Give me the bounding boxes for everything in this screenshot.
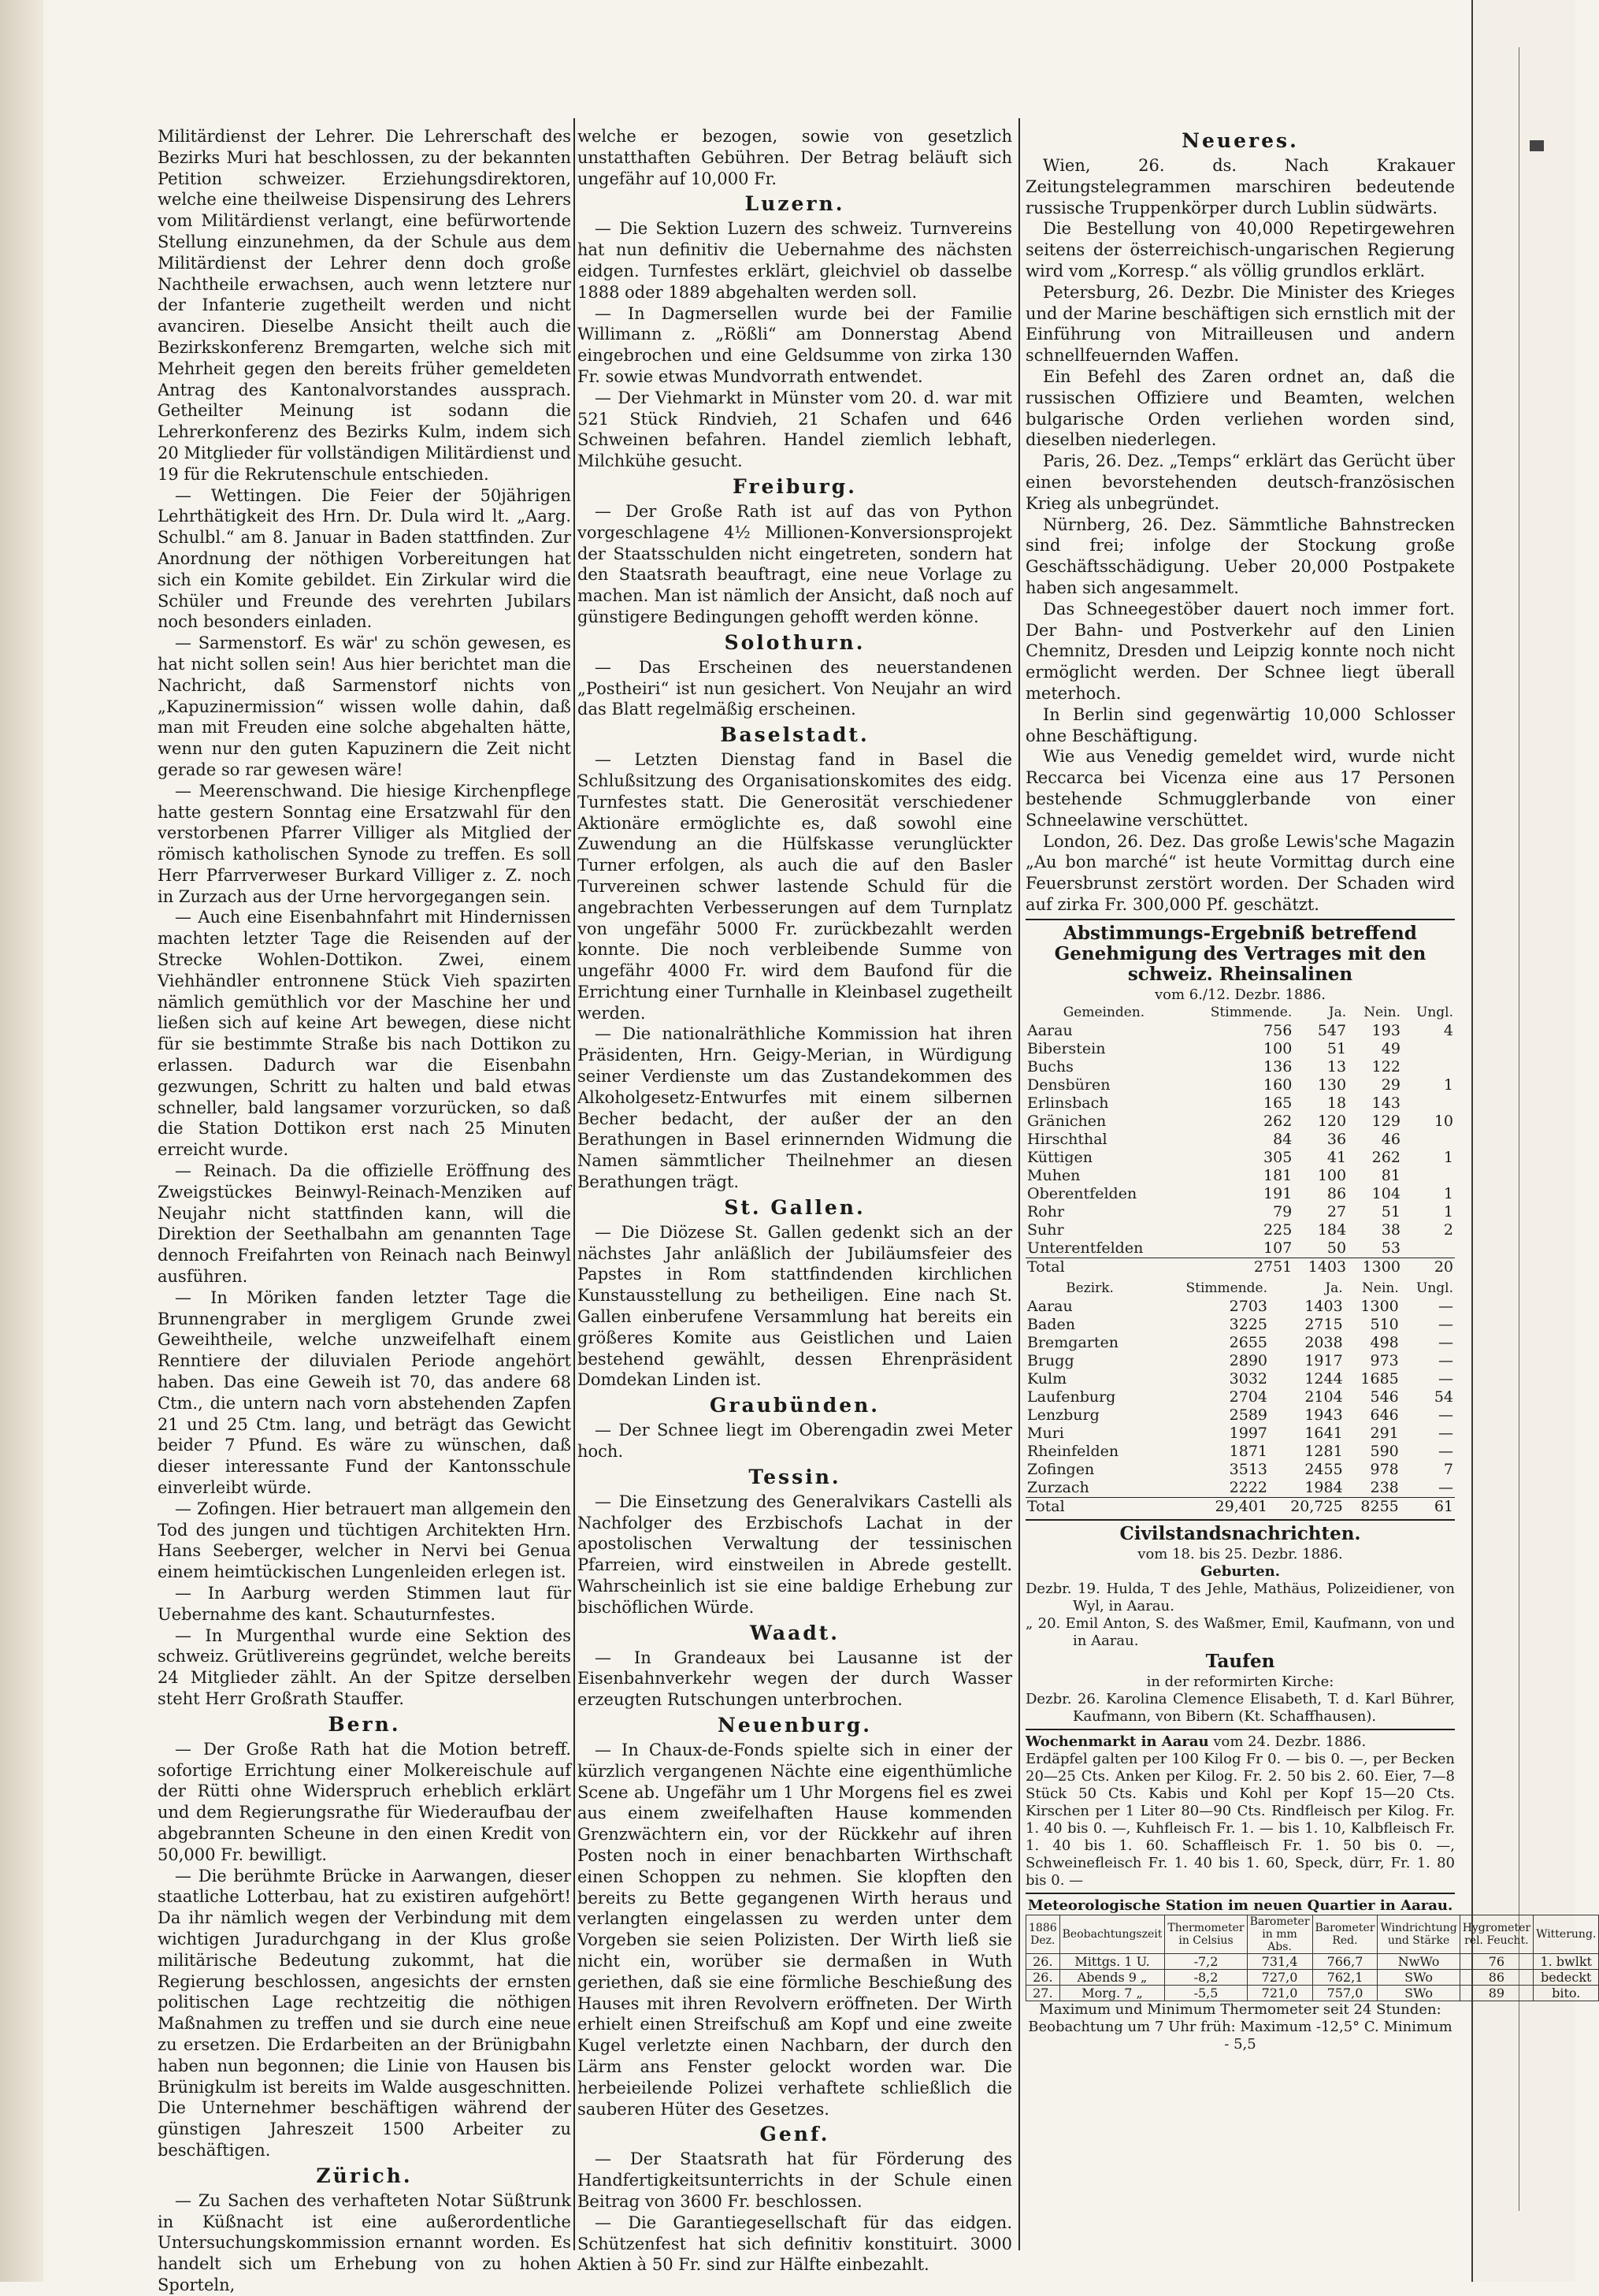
table-cell: bito. xyxy=(1534,1985,1599,2001)
table-cell: -5,5 xyxy=(1165,1985,1247,2001)
registration-mark xyxy=(1530,140,1544,151)
table-cell: 2890 xyxy=(1229,1351,1267,1369)
table-cell: Zofingen xyxy=(1027,1460,1095,1478)
table-cell: Baden xyxy=(1027,1315,1075,1333)
table-cell: 1244 xyxy=(1304,1369,1343,1388)
table-cell: Erlinsbach xyxy=(1027,1094,1109,1112)
table-row xyxy=(1026,1425,1455,1443)
section-heading: Neuenburg. xyxy=(717,1714,873,1737)
district-header: Ja. xyxy=(1325,1280,1343,1296)
met-title: Meteorologische Station im neuen Quartier in Aarau. xyxy=(1027,1897,1453,1914)
table-row xyxy=(1026,1076,1455,1094)
table-cell: 1984 xyxy=(1304,1478,1343,1496)
section-heading: Waadt. xyxy=(749,1621,840,1644)
table-cell: — xyxy=(1438,1406,1453,1424)
table-cell: 2715 xyxy=(1304,1315,1343,1333)
table-cell: 2 xyxy=(1443,1220,1453,1239)
article-text: — In Dagmersellen wurde bei der Familie Willimann z. „Rößli“ am Donnerstag Abend eingebrochen und eine Geldsumme von zirka 130 Fr. sowie etwas Mundvorrath entwendet. xyxy=(577,303,1012,386)
news-item: Nürnberg, 26. Dez. Sämmtliche Bahnstrecken sind frei; infolge der Stockung große Geschäftsschädigung. Ueber 20,000 Postpakete haben sich angesammelt. xyxy=(1026,515,1455,597)
table-cell: 100 xyxy=(1263,1039,1293,1057)
civil-date: vom 18. bis 25. Dezbr. 1886. xyxy=(1137,1545,1343,1562)
table-cell: Total xyxy=(1026,1497,1154,1516)
article-text: — In Grandeaux bei Lausanne ist der Eisenbahnverkehr wegen der durch Wasser erzeugten Rutschungen unterbrochen. xyxy=(577,1648,1012,1710)
table-cell: Muri xyxy=(1027,1424,1064,1442)
table-cell: 18 xyxy=(1326,1094,1347,1112)
article-text: Militärdienst der Lehrer. Die Lehrerschaft des Bezirks Muri hat beschlossen, zu der bekannten Petition schweizer. Erziehungsdirektoren, welche eine theilweise Dispensirung des Lehrers vom Militärdienst verlangt, eine befürwortende Stellung einzunehmen, da der Schule aus dem Militärdienst der Lehrer denn doch große Nachtheile erwachsen, auch wenn letztere nur der Infanterie zugetheilt werden und nicht avanciren. Dieselbe Ansicht theilt auch die Bezirkskonferenz Bremgarten, welche sich mit Mehrheit gegen den bereits früher gemeldeten Antrag des Kantonalvorstandes aussprach. Getheilter Meinung ist sodann die Lehrerkonferenz des Bezirks Kulm, indem sich 20 Mitglieder für vollständigen Militärdienst und 19 für die Rekrutenschule entschieden. xyxy=(158,127,571,484)
table-cell: 510 xyxy=(1370,1315,1399,1333)
article-text: — Der Staatsrath hat für Förderung des Handfertigkeitsunterrichts in der Schule einen Beitrag von 3600 Fr. beschlossen. xyxy=(577,2149,1012,2211)
table-row xyxy=(1026,1334,1455,1352)
section-heading: Luzern. xyxy=(744,192,845,216)
table-cell: 53 xyxy=(1381,1239,1401,1257)
article-text: — Wettingen. Die Feier der 50jährigen Lehrthätigkeit des Hrn. Dr. Dula wird lt. „Aarg. Schulbl.“ am 8. Januar in Baden stattfinden. Zur Anordnung der nöthigen Vorbereitungen hat sich ein Komite gebildet. Ein Zirkular wird die Schüler und Freunde des verehrten Jubilars noch besonders einladen. xyxy=(158,485,571,632)
table-cell: 1281 xyxy=(1304,1442,1343,1460)
section-heading: Baselstadt. xyxy=(720,723,870,747)
market-title: Wochenmarkt in Aarau xyxy=(1026,1733,1209,1750)
total-row xyxy=(1026,1497,1455,1516)
article-text: — Der Schnee liegt im Oberengadin zwei Meter hoch. xyxy=(577,1421,1012,1462)
table-row xyxy=(1026,1094,1455,1113)
table-cell: Oberentfelden xyxy=(1027,1184,1137,1202)
table-cell: 120 xyxy=(1317,1112,1347,1130)
table-cell xyxy=(1402,1167,1455,1185)
table-cell: 26. xyxy=(1026,1969,1060,1985)
table-cell: 104 xyxy=(1371,1184,1401,1202)
met-header: Barometer Red. xyxy=(1312,1915,1378,1953)
table-cell: 46 xyxy=(1381,1130,1401,1148)
page-shadow-left xyxy=(0,0,43,2282)
table-cell: Lenzburg xyxy=(1027,1406,1100,1424)
news-item: Paris, 26. Dez. „Temps“ erklärt das Gerücht über einen bevorstehenden deutsch-französischen Krieg als unbegründet. xyxy=(1026,451,1455,513)
table-cell: 165 xyxy=(1263,1094,1293,1112)
met-header: Thermometer in Celsius xyxy=(1165,1915,1247,1953)
table-cell: 1871 xyxy=(1229,1442,1267,1460)
table-cell: 3513 xyxy=(1229,1460,1267,1478)
table-cell: Aarau xyxy=(1027,1297,1073,1315)
table-cell: 1403 xyxy=(1304,1297,1343,1315)
vote-date: vom 6./12. Dezbr. 1886. xyxy=(1154,986,1326,1003)
table-cell: SWo xyxy=(1378,1969,1460,1985)
table-cell: 547 xyxy=(1317,1021,1347,1039)
table-cell: 191 xyxy=(1263,1184,1293,1202)
table-cell: 1300 xyxy=(1348,1258,1402,1276)
table-cell: 731,4 xyxy=(1247,1953,1312,1969)
article-text: — Meerenschwand. Die hiesige Kirchenpflege hatte gestern Sonntag eine Ersatzwahl für den verstorbenen Pfarrer Villiger als Mitglied der römisch katholischen Synode zu treffen. Es soll Herr Pfarrverweser Burkard Villiger z. Z. noch in Zurzach aus der Urne hervorgegangen sein. xyxy=(158,781,571,906)
news-item: London, 26. Dez. Das große Lewis'sche Magazin „Au bon marché“ ist heute Vormittag durch eine Feuersbrunst zerstört worden. Der Schaden wird auf zirka Fr. 300,000 Pf. geschätzt. xyxy=(1026,831,1455,914)
table-cell: — xyxy=(1438,1478,1453,1496)
table-cell: NwWo xyxy=(1378,1953,1460,1969)
table-cell: 184 xyxy=(1317,1220,1347,1239)
table-cell: 29 xyxy=(1381,1076,1401,1094)
table-row xyxy=(1026,1131,1455,1149)
table-cell: Biberstein xyxy=(1027,1039,1106,1057)
column-1 xyxy=(158,126,571,2294)
table-cell: Suhr xyxy=(1027,1220,1064,1239)
table-row xyxy=(1026,1113,1455,1131)
article-text: — Zu Sachen des verhafteten Notar Süßtrunk in Küßnacht ist eine außerordentliche Untersuchungskommission ernannt worden. Es handelt sich um Erhebung von zu hohen Sporteln, xyxy=(158,2190,571,2294)
news-item: Das Schneegestöber dauert noch immer fort. Der Bahn- und Postverkehr auf den Linien Chemnitz, Dresden und Leipzig konnte noch nicht ermöglicht werden. Der Schnee liegt überall meterhoch. xyxy=(1026,599,1455,703)
district-header: Bezirk. xyxy=(1066,1280,1114,1296)
table-row xyxy=(1026,1461,1455,1479)
table-cell: 143 xyxy=(1371,1094,1401,1112)
table-cell: — xyxy=(1438,1333,1453,1351)
table-cell: 1 xyxy=(1443,1184,1453,1202)
table-cell: 84 xyxy=(1273,1130,1293,1148)
table-cell: 49 xyxy=(1381,1039,1401,1057)
met-footnote: Maximum und Minimum Thermometer seit 24 Stunden: Beobachtung um 7 Uhr früh: Maximum -12,5° C. Minimum - 5,5 xyxy=(1028,2001,1452,2053)
table-cell: 160 xyxy=(1263,1076,1293,1094)
table-cell: 1685 xyxy=(1360,1369,1399,1388)
table-row xyxy=(1026,1022,1455,1040)
vote-header: Stimmende. xyxy=(1210,1004,1293,1020)
news-item: In Berlin sind gegenwärtig 10,000 Schlosser ohne Beschäftigung. xyxy=(1026,704,1455,745)
table-cell: 2589 xyxy=(1229,1406,1267,1424)
table-cell: 50 xyxy=(1326,1239,1347,1257)
table-cell: 10 xyxy=(1434,1112,1453,1130)
table-cell: 129 xyxy=(1371,1112,1401,1130)
section-heading: St. Gallen. xyxy=(724,1195,866,1219)
article-text: — In Chaux-de-Fonds spielte sich in einer der kürzlich vergangenen Nächte eine eigenthümliche Scene ab. Ungefähr um 1 Uhr Morgens fiel es zwei aus einem zweifelhaften Hause kommenden Grenzwächtern ein, vor der Rückkehr auf ihren Posten noch in einer benachbarten Wirthschaft einen Schoppen zu nehmen. Sie klopften den bereits zu Bette gegangenen Wirth heraus und verlangten eingelassen zu werden unter dem Vorgeben sie seien Polizisten. Der Wirth ließ sie nicht ein, worüber sie dermaßen in Wuth geriethen, daß sie eine förmliche Beschießung des Hauses mit ihren Revolvern eröffneten. Der Wirth erhielt einen Streifschuß am Kopf und eine zweite Kugel verletzte einen Nachbarn, der durch den Lärm ans Fenster gelockt worden war. Die herbeieilende Polizei verhaftete schließlich die sauberen Hüter des Gesetzes. xyxy=(577,1741,1012,2119)
table-cell: 54 xyxy=(1434,1388,1453,1406)
table-row xyxy=(1026,1388,1455,1406)
vote-header: Gemeinden. xyxy=(1063,1004,1145,1020)
table-cell: — xyxy=(1438,1424,1453,1442)
article-text: — In Murgenthal wurde eine Sektion des schweiz. Grütlivereins gegründet, welche bereits 24 Mitglieder zählt. An der Spitze derselben steht Herr Großrath Stauffer. xyxy=(158,1625,571,1708)
divider xyxy=(1026,1519,1455,1521)
article-text: welche er bezogen, sowie von gesetzlich unstatthaften Gebühren. Der Betrag beläuft sich ungefähr auf 10,000 Fr. xyxy=(577,127,1012,188)
table-row xyxy=(1026,1167,1455,1185)
table-row xyxy=(1026,1203,1455,1221)
article-text: — Das Erscheinen des neuerstandenen „Postheiri“ ist nun gesichert. Von Neujahr an wird das Blatt regelmäßig erscheinen. xyxy=(577,657,1012,719)
market-header xyxy=(1026,1733,1455,1751)
table-cell: 766,7 xyxy=(1312,1953,1378,1969)
table-cell: 757,0 xyxy=(1312,1985,1378,2001)
table-cell: 1997 xyxy=(1229,1424,1267,1442)
baptisms-title: Taufen xyxy=(1205,1650,1275,1672)
table-cell: 1641 xyxy=(1304,1424,1343,1442)
table-cell: Buchs xyxy=(1027,1057,1074,1076)
table-cell: 81 xyxy=(1381,1166,1401,1184)
table-cell: SWo xyxy=(1378,1985,1460,2001)
table-cell: 193 xyxy=(1371,1021,1401,1039)
table-cell: 291 xyxy=(1370,1424,1399,1442)
divider xyxy=(1026,1729,1455,1730)
table-cell: 546 xyxy=(1370,1388,1399,1406)
market-date: vom 24. Dezbr. 1886. xyxy=(1213,1733,1367,1750)
column-rule xyxy=(1018,118,1020,2250)
article-text: — Die Einsetzung des Generalvikars Castelli als Nachfolger des Erzbischofs Lachat in der apostolischen Verwaltung der tessinischen Pfarreien, wird einstweilen in Abrede gestellt. Wahrscheinlich ist sie eine baldige Erhebung zur bischöflichen Würde. xyxy=(577,1492,1012,1617)
section-heading: Solothurn. xyxy=(724,630,866,654)
table-cell: 721,0 xyxy=(1247,1985,1312,2001)
table-cell: 27 xyxy=(1326,1202,1347,1220)
weather-table xyxy=(1026,1915,1599,2001)
births-title: Geburten. xyxy=(1200,1562,1281,1580)
met-header: 1886 Dez. xyxy=(1026,1915,1060,1953)
table-row xyxy=(1026,1352,1455,1370)
table-cell: 38 xyxy=(1381,1220,1401,1239)
table-cell: 8255 xyxy=(1345,1497,1401,1516)
table-cell: Aarau xyxy=(1027,1021,1073,1039)
table-cell: 122 xyxy=(1371,1057,1401,1076)
table-cell: 1. bwlkt xyxy=(1534,1953,1599,1969)
table-cell: Morg. 7 „ xyxy=(1059,1985,1165,2001)
table-cell: 1917 xyxy=(1304,1351,1343,1369)
table-cell: 27. xyxy=(1026,1985,1060,2001)
table-cell: 225 xyxy=(1263,1220,1293,1239)
table-cell: 646 xyxy=(1370,1406,1399,1424)
table-row xyxy=(1026,1040,1455,1058)
article-text: — Auch eine Eisenbahnfahrt mit Hindernissen machten letzter Tage die Reisenden auf der Strecke Wohlen-Dottikon. Zwei, einem Viehhändler entronnene Stück Vieh spazirten nämlich gemüthlich vor der Maschine her und ließen sich auf keine Art bewegen, diese nicht für sie bestimmte Straße bis nach Dottikon zu erlassen. Dadurch war die Eisenbahn gezwungen, Schritt zu halten und bald etwas schneller, bald langsamer vorzurücken, so daß die Station Dottikon erst nach 25 Minuten erreicht wurde. xyxy=(158,908,571,1160)
table-cell: 1943 xyxy=(1304,1406,1343,1424)
table-cell xyxy=(1402,1040,1455,1058)
table-cell: Bremgarten xyxy=(1027,1333,1119,1351)
district-header: Nein. xyxy=(1362,1280,1399,1296)
table-cell: 181 xyxy=(1263,1166,1293,1184)
article-text: — Letzten Dienstag fand in Basel die Schlußsitzung des Organisationskomites des eidg. Turnfestes statt. Die Generosität verschiedener Aktionäre ermöglichte es, daß sowohl eine Zuwendung an die Hülfskasse verunglückter Turner erfolgen, als auch die auf den Basler Turvereinen schwer lastende Schuld für die angebrachten Verbesserungen auf dem Turnplatz von ungefähr 5000 Fr. zurückbezahlt werden konnte. Die noch verbleibende Summe von ungefähr 4000 Fr. wird dem Baufond für die Errichtung einer Turnhalle in Kleinbasel zugetheilt werden. xyxy=(577,750,1012,1023)
table-cell: 3032 xyxy=(1229,1369,1267,1388)
table-row xyxy=(1026,1239,1455,1258)
table-cell: bedeckt xyxy=(1534,1969,1599,1985)
article-text: — Sarmenstorf. Es wär' zu schön gewesen, es hat nicht sollen sein! Aus hier berichtet man die Nachricht, daß Sarmenstorf nichts von „Kapuzinermission“ wissen wolle dahin, daß man mit Freuden eine solche abgehalten hätte, wenn nur den guten Kapuzinern die Zeit nicht gerade so rar gewesen wäre! xyxy=(158,633,571,779)
table-cell: 1403 xyxy=(1293,1258,1348,1276)
table-cell: Kulm xyxy=(1027,1369,1067,1388)
table-cell: Küttigen xyxy=(1027,1148,1093,1166)
vote-table-districts xyxy=(1026,1280,1455,1516)
market-text: Erdäpfel galten per 100 Kilog Fr 0. — bis 0. —, per Becken 20—25 Cts. Anken per Kilog. Fr. 2. 50 bis 2. 60. Eier, 7—8 Stück 50 Cts. Kabis und Kohl per Kopf 15—20 Cts. Kirschen per 1 Liter 80—90 Cts. Rindfleisch per Kilog. Fr. 1. 40 bis 0. —, Kuhfleisch Fr. 1. — bis 1. 10, Kalbfleisch Fr. 1. 40 bis 1. 60. Schaffleisch Fr. 1. 50 bis 0. —, Schweinefleisch Fr. 1. 40 bis 1. 60, Speck, dürr, Fr. 1. 80 bis 0. — xyxy=(1026,1750,1455,1889)
table-cell: 29,401 xyxy=(1154,1497,1269,1516)
civil-title: Civilstandsnachrichten. xyxy=(1119,1522,1361,1544)
table-row xyxy=(1026,1149,1455,1167)
article-text: — Die Diözese St. Gallen gedenkt sich an der nächstes Jahr anläßlich der Jubiläumsfeier des Papstes in Rom stattfindenden kirchlichen Kunstausstellung zu betheiligen. Eine nach St. Gallen einberufene Versammlung hat bereits ein größeres Komite aus Geistlichen und Laien bestehend gewählt, dessen Ehrenpräsident Domdekan Linden ist. xyxy=(577,1222,1012,1390)
table-cell: 762,1 xyxy=(1312,1969,1378,1985)
table-cell: 136 xyxy=(1263,1057,1293,1076)
table-cell: — xyxy=(1438,1442,1453,1460)
column-rule xyxy=(573,118,575,2250)
table-cell: 973 xyxy=(1370,1351,1399,1369)
table-cell: Muhen xyxy=(1027,1166,1081,1184)
table-cell xyxy=(1402,1131,1455,1149)
met-header: Windrichtung und Stärke xyxy=(1378,1915,1460,1953)
met-header: Hygrometer rel. Feucht. xyxy=(1460,1915,1533,1953)
divider xyxy=(1026,1893,1455,1894)
table-cell: 7 xyxy=(1443,1460,1453,1478)
table-cell: -7,2 xyxy=(1165,1953,1247,1969)
table-cell: 20 xyxy=(1402,1258,1455,1276)
section-heading: Neueres. xyxy=(1182,129,1299,152)
article-text: — Der Große Rath ist auf das von Python vorgeschlagene 4½ Millionen-Konversionsprojekt der Staatsschulden nicht eingetreten, sondern hat den Staatsrath beauftragt, eine neue Vorlage zu machen. Man ist nämlich der Ansicht, daß noch auf günstigere Bedingungen gehofft werden könne. xyxy=(577,501,1012,626)
section-heading: Bern. xyxy=(328,1712,401,1736)
table-cell: 305 xyxy=(1263,1148,1293,1166)
table-cell: 41 xyxy=(1326,1148,1347,1166)
table-cell: 2038 xyxy=(1304,1333,1343,1351)
article-text: — In Aarburg werden Stimmen laut für Uebernahme des kant. Schauturnfestes. xyxy=(158,1583,571,1624)
table-cell: 238 xyxy=(1370,1478,1399,1496)
table-cell xyxy=(1402,1058,1455,1076)
article-text: — Die Sektion Luzern des schweiz. Turnvereins hat nun definitiv die Uebernahme des nächsten eidgen. Turnfestes erklärt, gleichviel ob dasselbe 1888 oder 1889 abgehalten werden soll. xyxy=(577,219,1012,302)
table-cell: — xyxy=(1438,1315,1453,1333)
table-cell: 86 xyxy=(1326,1184,1347,1202)
table-cell: 1 xyxy=(1443,1148,1453,1166)
table-cell: 100 xyxy=(1317,1166,1347,1184)
table-cell: 13 xyxy=(1326,1057,1347,1076)
table-cell: 590 xyxy=(1370,1442,1399,1460)
district-header: Stimmende. xyxy=(1185,1280,1267,1296)
article-text: — In Möriken fanden letzter Tage die Brunnengraber in mergligem Grunde zwei Geweihtheile, welche unzweifelhaft einem Renntiere der diluvialen Periode angehört haben. Das eine Geweih ist 70, das andere 68 Ctm., die untern nach vorn abstehenden Zapfen 21 und 25 Ctm. lang, und beträgt das Gewicht beider 7 Pfund. Es wäre zu wünschen, daß dieser interessante Fund der Kantonsschule einverleibt würde. xyxy=(158,1287,571,1497)
table-cell: 2704 xyxy=(1229,1388,1267,1406)
table-row xyxy=(1026,1298,1455,1316)
table-cell: 36 xyxy=(1326,1130,1347,1148)
vote-header: Nein. xyxy=(1363,1004,1401,1020)
table-cell: 978 xyxy=(1370,1460,1399,1478)
table-row xyxy=(1026,1316,1455,1334)
table-cell: 262 xyxy=(1263,1112,1293,1130)
table-cell: Unterentfelden xyxy=(1027,1239,1144,1257)
section-heading: Graubünden. xyxy=(710,1394,880,1417)
table-row xyxy=(1026,1185,1455,1203)
table-cell: 51 xyxy=(1326,1039,1347,1057)
news-item: Ein Befehl des Zaren ordnet an, daß die russischen Offiziere und Beamten, welchen bulgarische Orden verliehen worden sind, dieselben niederlegen. xyxy=(1026,366,1455,450)
column-3 xyxy=(1026,126,1597,2235)
table-cell: 2703 xyxy=(1229,1297,1267,1315)
table-cell xyxy=(1402,1094,1455,1113)
table-cell: 89 xyxy=(1460,1985,1533,2001)
news-item: Wie aus Venedig gemeldet wird, wurde nicht Reccarca bei Vicenza eine aus 17 Personen bestehende Schmugglerbande von einer Schneelawine verschüttet. xyxy=(1026,747,1455,830)
table-cell: 26. xyxy=(1026,1953,1060,1969)
table-cell: Rohr xyxy=(1027,1202,1065,1220)
table-cell: Mittgs. 1 U. xyxy=(1059,1953,1165,1969)
table-cell: Abends 9 „ xyxy=(1059,1969,1165,1985)
table-cell: 2455 xyxy=(1304,1460,1343,1478)
table-cell: 61 xyxy=(1401,1497,1455,1516)
table-cell: Brugg xyxy=(1027,1351,1074,1369)
table-cell: Zurzach xyxy=(1027,1478,1089,1496)
table-cell: 79 xyxy=(1273,1202,1293,1220)
table-cell: 4 xyxy=(1443,1021,1453,1039)
news-item: Die Bestellung von 40,000 Repetirgewehren seitens der österreichisch-ungarischen Regierung wird vom „Korresp.“ als völlig grundlos erklärt. xyxy=(1026,219,1455,280)
table-cell: Densbüren xyxy=(1027,1076,1111,1094)
table-cell: Hirschthal xyxy=(1027,1130,1107,1148)
met-header: Barometer in mm Abs. xyxy=(1247,1915,1312,1953)
table-cell: 2751 xyxy=(1182,1258,1293,1276)
table-cell: 2104 xyxy=(1304,1388,1343,1406)
vote-header: Ja. xyxy=(1328,1004,1347,1020)
table-cell: 1 xyxy=(1443,1076,1453,1094)
table-row xyxy=(1026,1370,1455,1388)
birth-entry: „ 20. Emil Anton, S. des Waßmer, Emil, Kaufmann, von und in Aarau. xyxy=(1026,1614,1455,1649)
table-cell: 130 xyxy=(1317,1076,1347,1094)
birth-entry: Dezbr. 19. Hulda, T des Jehle, Mathäus, Polizeidiener, von Wyl, in Aarau. xyxy=(1026,1580,1455,1614)
article-text: — Die Garantiegesellschaft für das eidgen. Schützenfest hat sich definitiv konstituirt. 3000 Aktien à 50 Fr. sind zur Hälfte einbezahlt. xyxy=(577,2212,1012,2275)
table-cell: 86 xyxy=(1460,1969,1533,1985)
section-heading: Freiburg. xyxy=(733,474,857,498)
table-cell: 727,0 xyxy=(1247,1969,1312,1985)
article-text: — Zofingen. Hier betrauert man allgemein den Tod des jungen und tüchtigen Architekten Hrn. Hans Seeberger, welcher in Nervi bei Genua einem heimtückischen Lungenleiden erlegen ist. xyxy=(158,1499,571,1582)
article-text: — Die nationalräthliche Kommission hat ihren Präsidenten, Hrn. Geigy-Merian, in Würdigung seiner Verdienste um das Zustandekommen des Alkoholgesetz-Entwurfes mit einem silbernen Becher bedacht, der außer der an den Berathungen in Basel erinnernden Widmung die Namen sämmtlicher Theilnehmer an diesen Berathungen trägt. xyxy=(577,1024,1012,1192)
table-cell: 3225 xyxy=(1229,1315,1267,1333)
table-cell: 2222 xyxy=(1229,1478,1267,1496)
table-cell: Gränichen xyxy=(1027,1112,1107,1130)
vote-title: Abstimmungs-Ergebniß betreffend Genehmigung des Vertrages mit den schweiz. Rheinsalinen xyxy=(1054,922,1426,985)
table-cell: 756 xyxy=(1263,1021,1293,1039)
article-text: — Reinach. Da die offizielle Eröffnung des Zweigstückes Beinwyl-Reinach-Menziken auf Neujahr nicht stattfinden kann, will die Direktion der Seethalbahn am genannten Tage dennoch Freifahrten von Reinach nach Beinwyl ausführen. xyxy=(158,1161,571,1287)
table-cell: — xyxy=(1438,1351,1453,1369)
table-row xyxy=(1026,1221,1455,1239)
table-cell: 51 xyxy=(1381,1202,1401,1220)
met-header: Beobachtungszeit xyxy=(1059,1915,1165,1953)
section-heading: Tessin. xyxy=(748,1465,841,1488)
section-heading: Genf. xyxy=(759,2123,830,2146)
table-cell xyxy=(1402,1239,1455,1258)
article-text: — Die berühmte Brücke in Aarwangen, dieser staatliche Lotterbau, hat zu existiren aufgehört! Da ihr nämlich wegen der Verbindung mit dem wichtigen Juradurchgang in der Klus große militärische Bedeutung zukommt, hat die Regierung beschlossen, angesichts der ernsten politischen Lage rechtzeitig die nöthigen Maßnahmen zu treffen und sie durch eine neue zu ersetzen. Die Erdarbeiten an der Brünigbahn haben nun begonnen; die Linie von Hausen bis Brünigkulm ist bereits im Walde ausgeschnitten. Die Unternehmer beschäftigen während der günstigen Jahreszeit 1500 Arbeiter zu beschäftigen. xyxy=(158,1866,571,2160)
table-cell: 498 xyxy=(1370,1333,1399,1351)
table-row xyxy=(1026,1058,1455,1076)
article-text: — Der Große Rath hat die Motion betreff. sofortige Errichtung einer Molkereischule auf der Rütti ohne Widerspruch erheblich erklärt und dem Regierungsrathe für Wiederaufbau der abgebrannten Scheune in den einen Kredit von 50,000 Fr. bewilligt. xyxy=(158,1739,571,1864)
table-row xyxy=(1026,1479,1455,1498)
district-header: Ungl. xyxy=(1416,1280,1453,1296)
table-cell: Rheinfelden xyxy=(1027,1442,1119,1460)
table-row xyxy=(1026,1953,1599,1969)
column-2 xyxy=(577,126,1012,2275)
baptisms-sub: in der reformirten Kirche: xyxy=(1146,1673,1334,1690)
table-row xyxy=(1026,1443,1455,1461)
table-cell: 1300 xyxy=(1360,1297,1399,1315)
total-row xyxy=(1026,1258,1455,1276)
table-cell: — xyxy=(1438,1297,1453,1315)
table-cell: Laufenburg xyxy=(1027,1388,1116,1406)
table-row xyxy=(1026,1406,1455,1425)
table-cell: 76 xyxy=(1460,1953,1533,1969)
baptism-entry: Dezbr. 26. Karolina Clemence Elisabeth, T. d. Karl Bührer, Kaufmann, von Bibern (Kt. Schaffhausen). xyxy=(1026,1690,1455,1725)
vote-header: Ungl. xyxy=(1416,1004,1453,1020)
article-text: — Der Viehmarkt in Münster vom 20. d. war mit 521 Stück Rindvieh, 21 Schafen und 646 Schweinen befahren. Handel ziemlich lebhaft, Milchkühe gesucht. xyxy=(577,388,1012,471)
news-item: Petersburg, 26. Dezbr. Die Minister des Krieges und der Marine beschäftigen sich ernstlich mit der Einführung von Mitrailleusen und andern schnellfeuernden Waffen. xyxy=(1026,282,1455,366)
news-item: Wien, 26. ds. Nach Krakauer Zeitungstelegrammen marschiren bedeutende russische Truppenkörper durch Lublin südwärts. xyxy=(1026,156,1455,217)
table-cell: Total xyxy=(1026,1258,1182,1276)
table-cell: 107 xyxy=(1263,1239,1293,1257)
table-cell: — xyxy=(1438,1369,1453,1388)
vote-table-communes xyxy=(1026,1004,1455,1276)
table-cell: 262 xyxy=(1371,1148,1401,1166)
table-cell: 2655 xyxy=(1229,1333,1267,1351)
table-cell: -8,2 xyxy=(1165,1969,1247,1985)
section-heading: Zürich. xyxy=(316,2164,413,2187)
table-cell: 20,725 xyxy=(1269,1497,1345,1516)
table-row xyxy=(1026,1969,1599,1985)
table-row xyxy=(1026,1985,1599,2001)
table-cell: 1 xyxy=(1443,1202,1453,1220)
divider xyxy=(1026,919,1455,920)
met-header: Witterung. xyxy=(1534,1915,1599,1953)
